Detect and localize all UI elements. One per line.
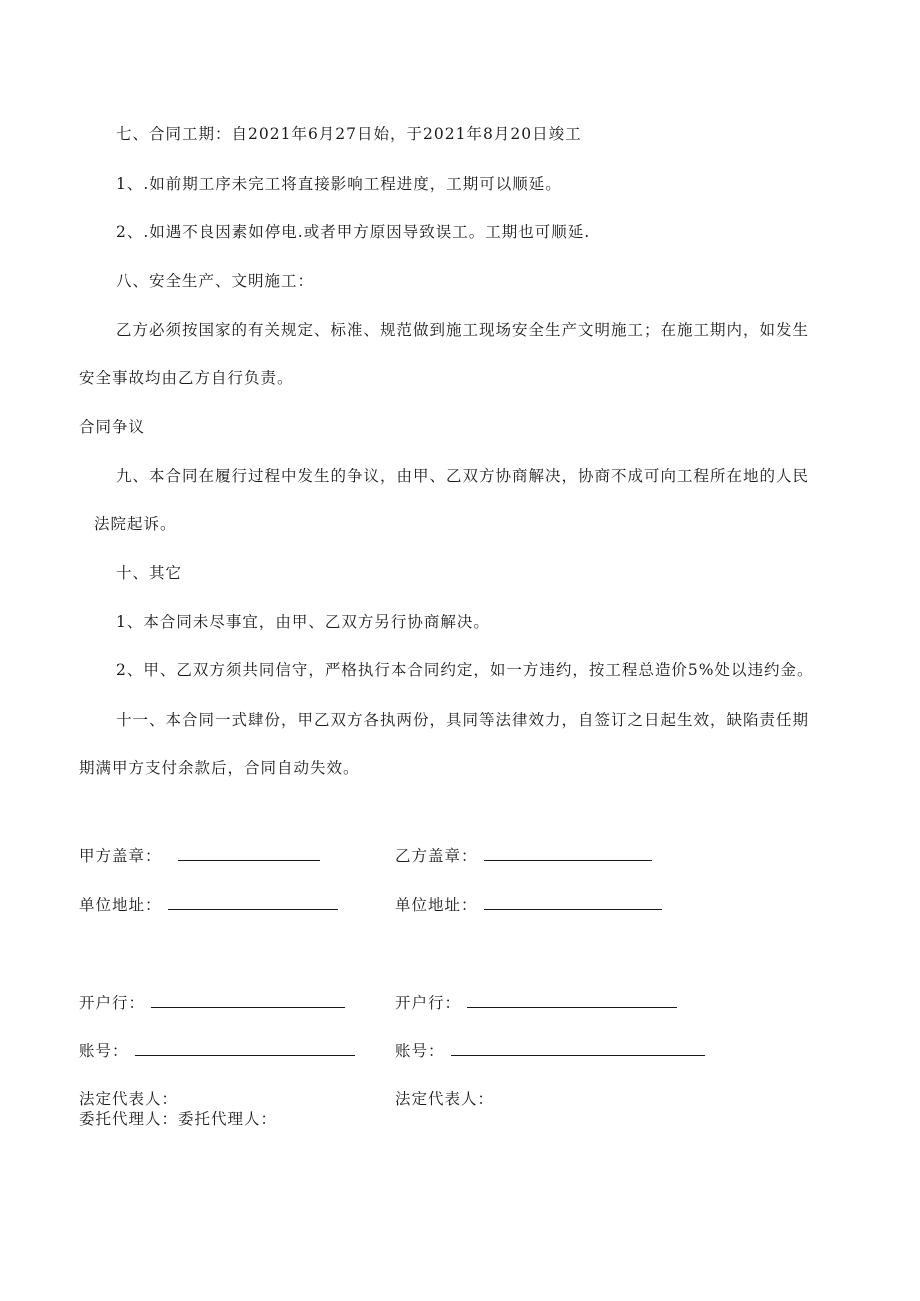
bank-b-blank[interactable] <box>467 993 677 1008</box>
account-a-blank[interactable] <box>135 1041 355 1056</box>
clause-7-construction-period: 七、合同工期：自2021年6月27日始，于2021年8月20日竣工 <box>116 125 582 143</box>
clause-10-heading: 十、其它 <box>116 564 183 582</box>
account-a-label: 账号： <box>79 1042 129 1060</box>
address-b-blank[interactable] <box>484 895 662 910</box>
clause-8-body-line-2: 安全事故均由乙方自行负责。 <box>79 369 294 387</box>
address-b-label: 单位地址： <box>395 896 478 914</box>
bank-b-field <box>395 993 677 1013</box>
address-a-blank[interactable] <box>168 895 338 910</box>
account-b-field <box>395 1041 705 1061</box>
dispute-heading: 合同争议 <box>79 418 146 436</box>
bank-a-blank[interactable] <box>151 993 345 1008</box>
agent-label: 委托代理人：委托代理人： <box>79 1110 278 1128</box>
bank-a-field <box>79 993 345 1013</box>
bank-a-label: 开户行： <box>79 994 146 1012</box>
clause-10-item-2: 2、甲、乙双方须共同信守，严格执行本合同约定，如一方违约，按工程总造价5%处以违约金。 <box>116 661 814 679</box>
clause-10-item-1: 1、本合同未尽事宜，由甲、乙双方另行协商解决。 <box>116 613 490 631</box>
address-b-field <box>395 895 662 915</box>
party-b-seal-field <box>395 846 652 866</box>
party-a-seal-field <box>79 846 320 866</box>
bank-b-label: 开户行： <box>395 994 462 1012</box>
legal-rep-a-label: 法定代表人： <box>79 1090 179 1108</box>
clause-11-line-2: 期满甲方支付余款后，合同自动失效。 <box>79 759 360 777</box>
clause-8-body-line-1: 乙方必须按国家的有关规定、标准、规范做到施工现场安全生产文明施工；在施工期内，如发生 <box>116 321 810 339</box>
party-b-seal-blank[interactable] <box>484 846 652 861</box>
clause-8-heading: 八、安全生产、文明施工： <box>116 272 315 290</box>
account-a-field <box>79 1041 355 1061</box>
account-b-blank[interactable] <box>451 1041 705 1056</box>
account-b-label: 账号： <box>395 1042 445 1060</box>
party-a-seal-label: 甲方盖章： <box>79 847 162 865</box>
clause-9-line-1: 九、本合同在履行过程中发生的争议，由甲、乙双方协商解决，协商不成可向工程所在地的人民 <box>116 467 810 485</box>
clause-9-line-2: 法院起诉。 <box>94 515 177 533</box>
legal-rep-b-label: 法定代表人： <box>395 1090 495 1108</box>
clause-7-item-2: 2、.如遇不良因素如停电.或者甲方原因导致误工。工期也可顺延. <box>116 223 591 241</box>
address-a-field <box>79 895 338 915</box>
clause-7-item-1: 1、.如前期工序未完工将直接影响工程进度，工期可以顺延。 <box>116 175 562 193</box>
address-a-label: 单位地址： <box>79 896 162 914</box>
party-a-seal-blank[interactable] <box>178 846 320 861</box>
clause-11-line-1: 十一、本合同一式肆份，甲乙双方各执两份，具同等法律效力，自签订之日起生效，缺陷责任期 <box>116 711 810 729</box>
party-b-seal-label: 乙方盖章： <box>395 847 478 865</box>
